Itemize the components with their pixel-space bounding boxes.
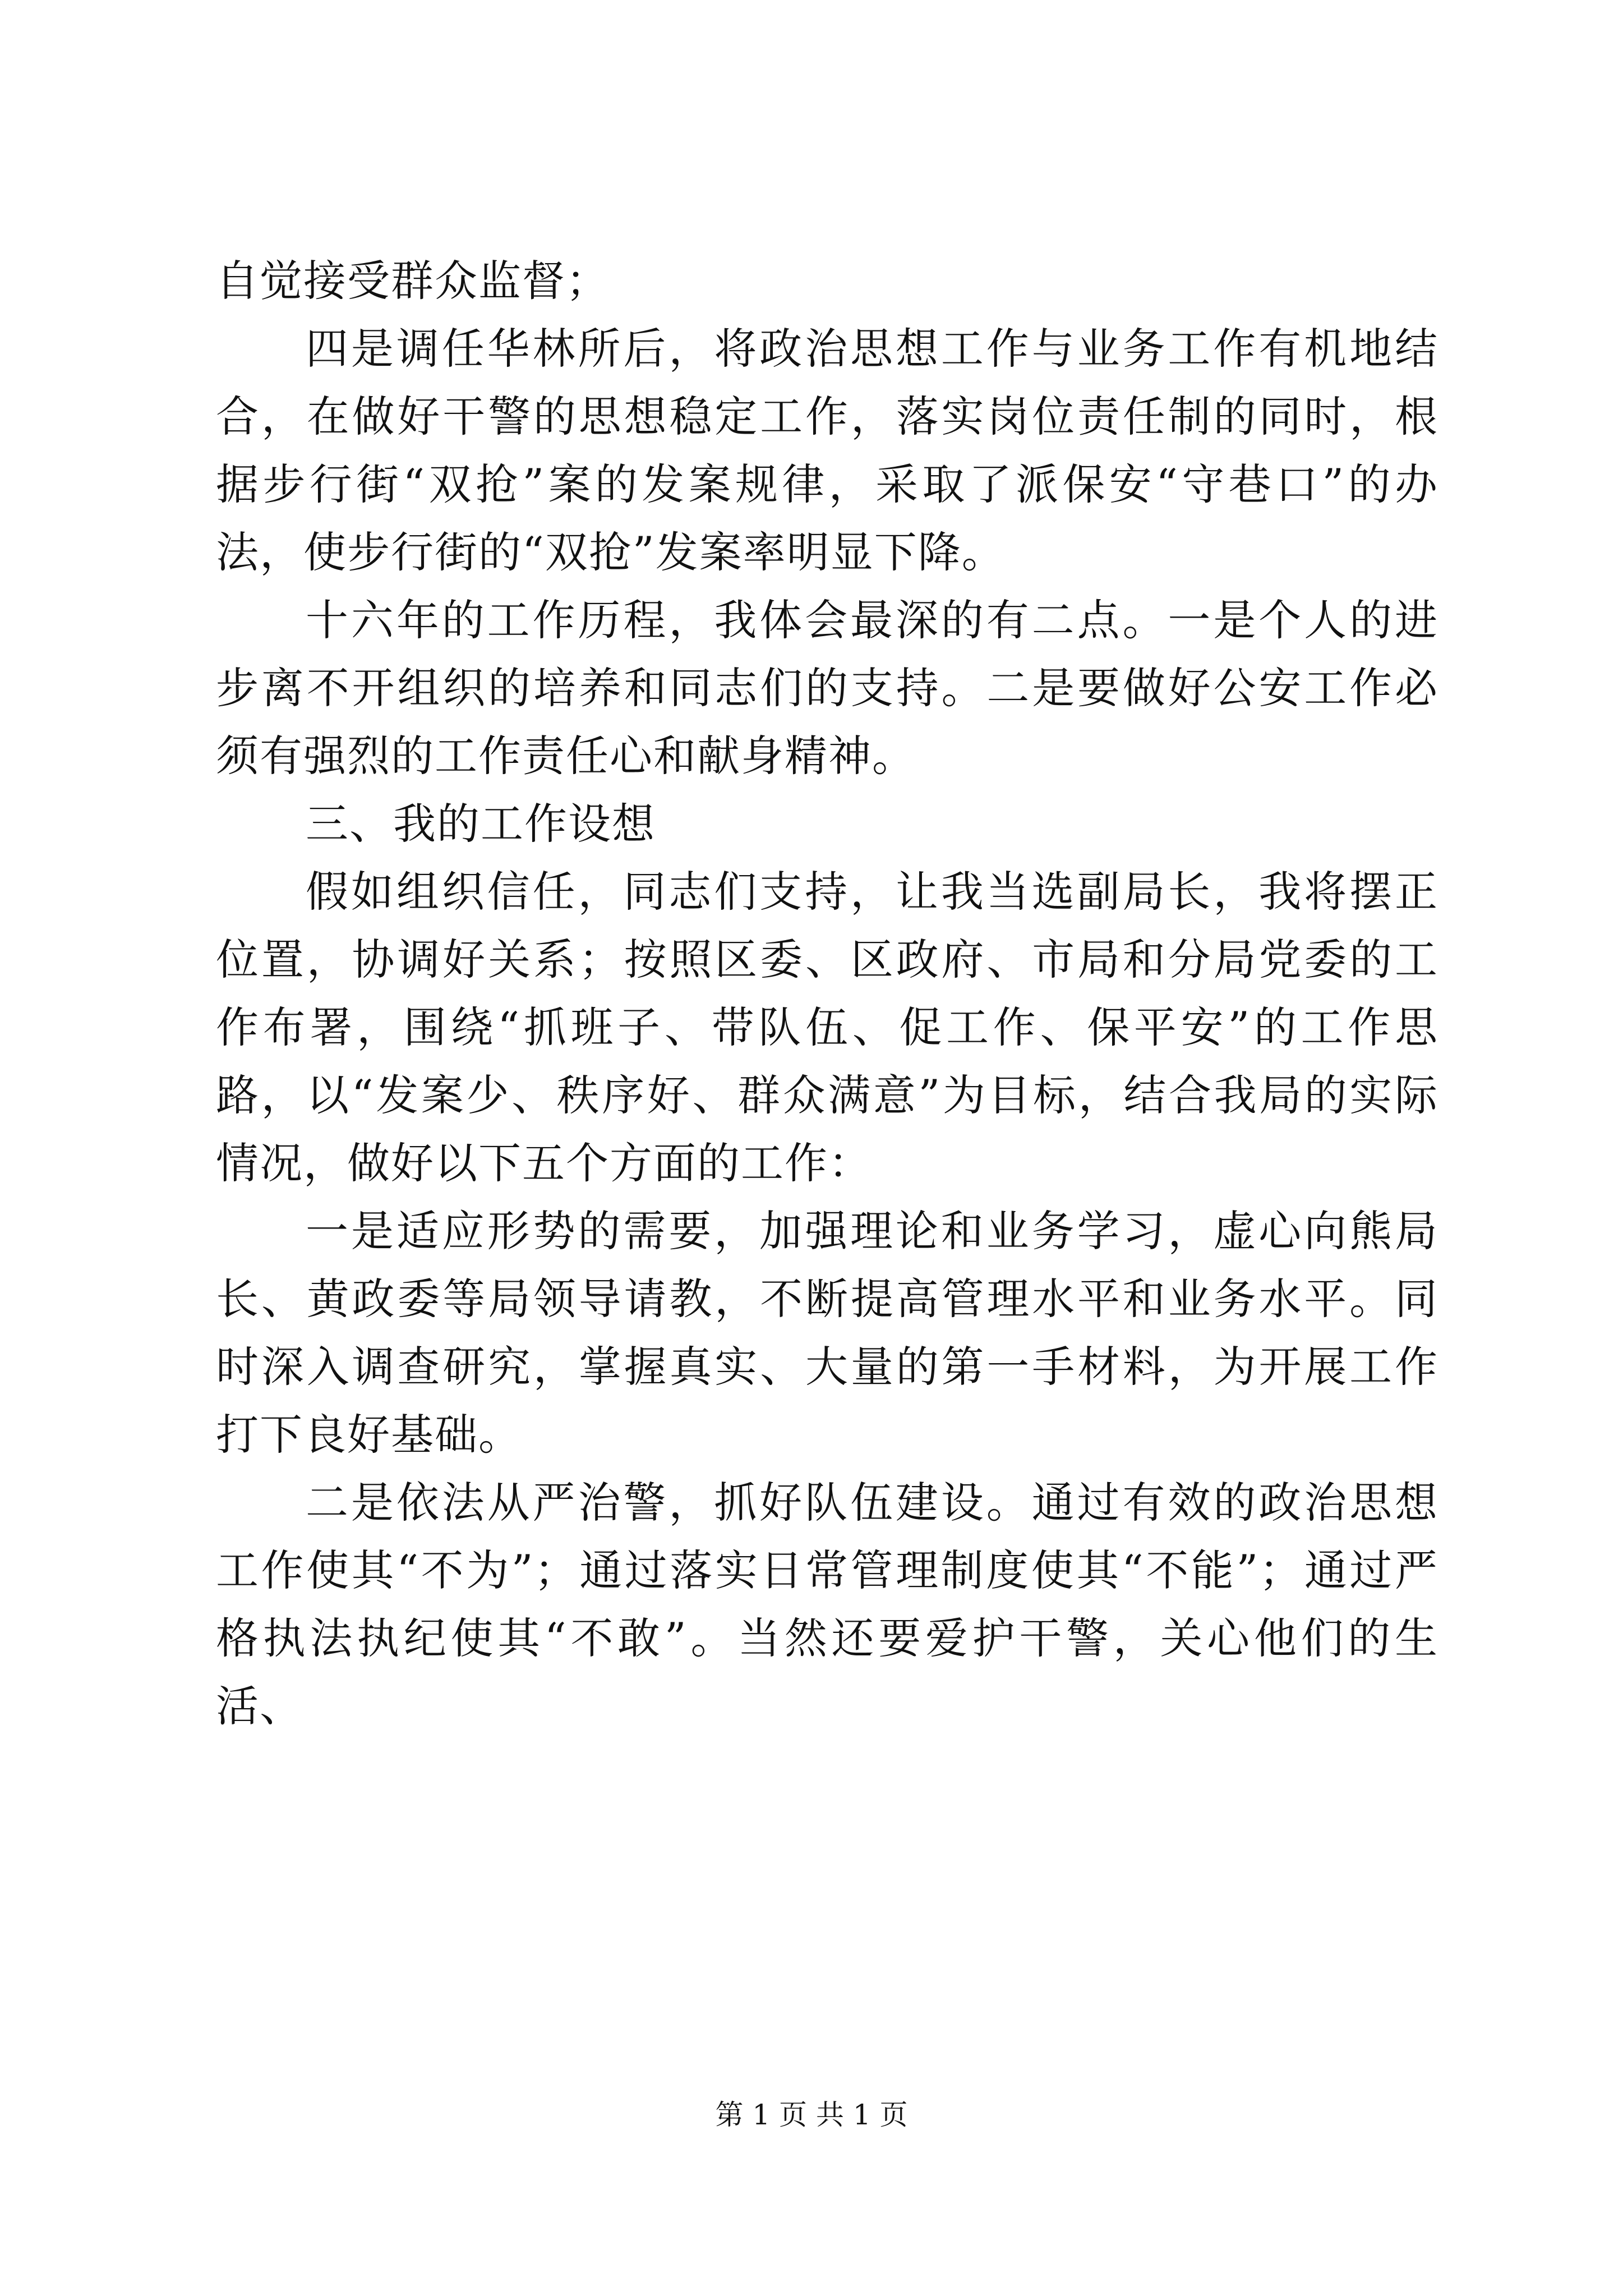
paragraph-2: 四是调任华林所后，将政治思想工作与业务工作有机地结合，在做好干警的思想稳定工作，落实岗位责任制的同时，根据步行街“双抢”案的发案规律，采取了派保安“守巷口”的办法，使步行街的“双抢”发案率明显下降。	[216, 324, 1438, 577]
document-body	[216, 247, 1438, 1740]
paragraph-5: 一是适应形势的需要，加强理论和业务学习，虚心向熊局长、黄政委等局领导请教，不断提高管理水平和业务水平。同时深入调查研究，掌握真实、大量的第一手材料，为开展工作打下良好基础。	[216, 1206, 1438, 1460]
paragraph-3: 十六年的工作历程，我体会最深的有二点。一是个人的进步离不开组织的培养和同志们的支持。二是要做好公安工作必须有强烈的工作责任心和献身精神。	[216, 595, 1438, 781]
section-heading: 三、我的工作设想	[306, 799, 656, 849]
paragraph-6: 二是依法从严治警，抓好队伍建设。通过有效的政治思想工作使其“不为”；通过落实日常管理制度使其“不能”；通过严格执法执纪使其“不敢”。当然还要爱护干警，关心他们的生活、	[216, 1478, 1438, 1731]
page-footer	[0, 2098, 1623, 2132]
paragraph-1: 自觉接受群众监督；	[216, 256, 610, 306]
paragraph-4: 假如组织信任，同志们支持，让我当选副局长，我将摆正位置，协调好关系；按照区委、区政府、市局和分局党委的工作布署，围绕“抓班子、带队伍、促工作、保平安”的工作思路，以“发案少、秩序好、群众满意”为目标，结合我局的实际情况，做好以下五个方面的工作：	[216, 867, 1438, 1188]
page-number-label: 第 1 页 共 1 页	[715, 2099, 908, 2131]
